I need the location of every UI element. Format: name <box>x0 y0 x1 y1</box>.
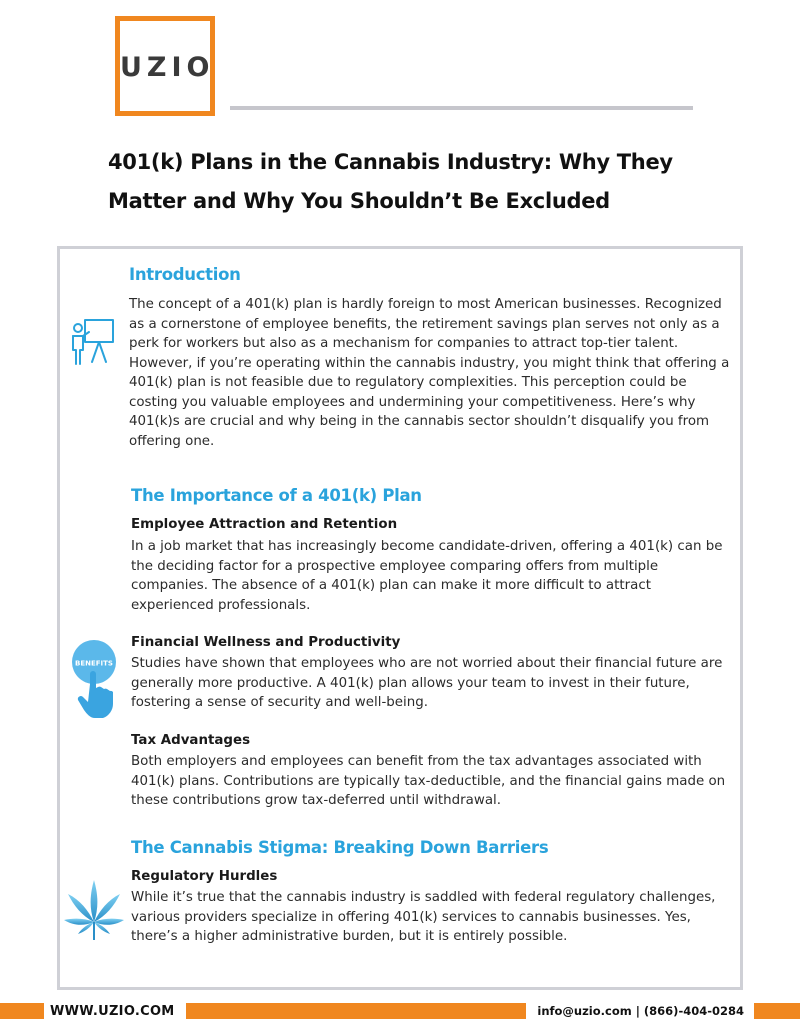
introduction-body: The concept of a 401(k) plan is hardly foreign to most American businesses. Recognized as a cornerstone of employee benefits, the retirement savings plan serves not only as a perk for workers but also as a mechanism for companies to attract top-tier talent. However, if you’re operating within the cannabis industry, you might think that offering a 401(k) plan is not feasible due to regulatory complexities. This perception could be costing you valuable employees and undermining your competitiveness. Here’s why 401(k)s are crucial and why being in the cannabis sector shouldn’t disqualify you from offering one. <box>129 297 730 449</box>
tax-advantages-body: Both employers and employees can benefit from the tax advantages associated with 401(k) plans. Contributions are typically tax-deductible, and the financial gains made on these contributions grow tax-deferred until withdrawal. <box>131 754 726 808</box>
section-heading-cannabis-stigma: The Cannabis Stigma: Breaking Down Barriers <box>131 838 549 857</box>
benefits-icon-label: BENEFITS <box>75 659 113 668</box>
uzio-logo <box>115 16 215 116</box>
header-divider <box>230 106 693 110</box>
employee-attraction-body: In a job market that has increasingly become candidate-driven, offering a 401(k) can be the deciding factor for a prospective employee comparing offers from multiple companies. The absence of a 401(k) plan can make it more difficult to attract experienced professionals. <box>131 539 723 613</box>
footer-bar-left <box>0 1003 44 1019</box>
footer-bar-middle <box>186 1003 526 1019</box>
financial-wellness-body: Studies have shown that employees who are not worried about their financial future are generally more productive. A 401(k) plan allows your team to invest in their future, fostering a sense of security and well-being. <box>131 656 723 710</box>
subheading-regulatory-hurdles: Regulatory Hurdles <box>131 869 278 884</box>
cannabis-leaf-icon <box>62 878 126 942</box>
logo-text: UZIO <box>120 52 215 83</box>
title-line-2: Matter and Why You Shouldn’t Be Excluded <box>108 189 610 213</box>
footer-contact[interactable]: info@uzio.com | (866)-404-0284 <box>537 1004 744 1018</box>
footer-bar-right <box>754 1003 800 1019</box>
subheading-employee-attraction: Employee Attraction and Retention <box>131 517 398 532</box>
subheading-financial-wellness: Financial Wellness and Productivity <box>131 635 401 650</box>
regulatory-hurdles-body: While it’s true that the cannabis industry is saddled with federal regulatory challenges, various providers specialize in offering 401(k) services to cannabis businesses. Yes, there’s a higher administrative burden, but it is entirely possible. <box>131 890 716 944</box>
section-heading-importance: The Importance of a 401(k) Plan <box>131 486 422 505</box>
benefits-button-icon <box>70 638 122 724</box>
document-title <box>108 143 708 221</box>
subheading-tax-advantages: Tax Advantages <box>131 733 251 748</box>
presentation-icon <box>70 318 116 366</box>
section-heading-introduction: Introduction <box>129 265 241 284</box>
footer-website[interactable]: WWW.UZIO.COM <box>50 1004 175 1019</box>
title-line-1: 401(k) Plans in the Cannabis Industry: Why They <box>108 150 673 174</box>
